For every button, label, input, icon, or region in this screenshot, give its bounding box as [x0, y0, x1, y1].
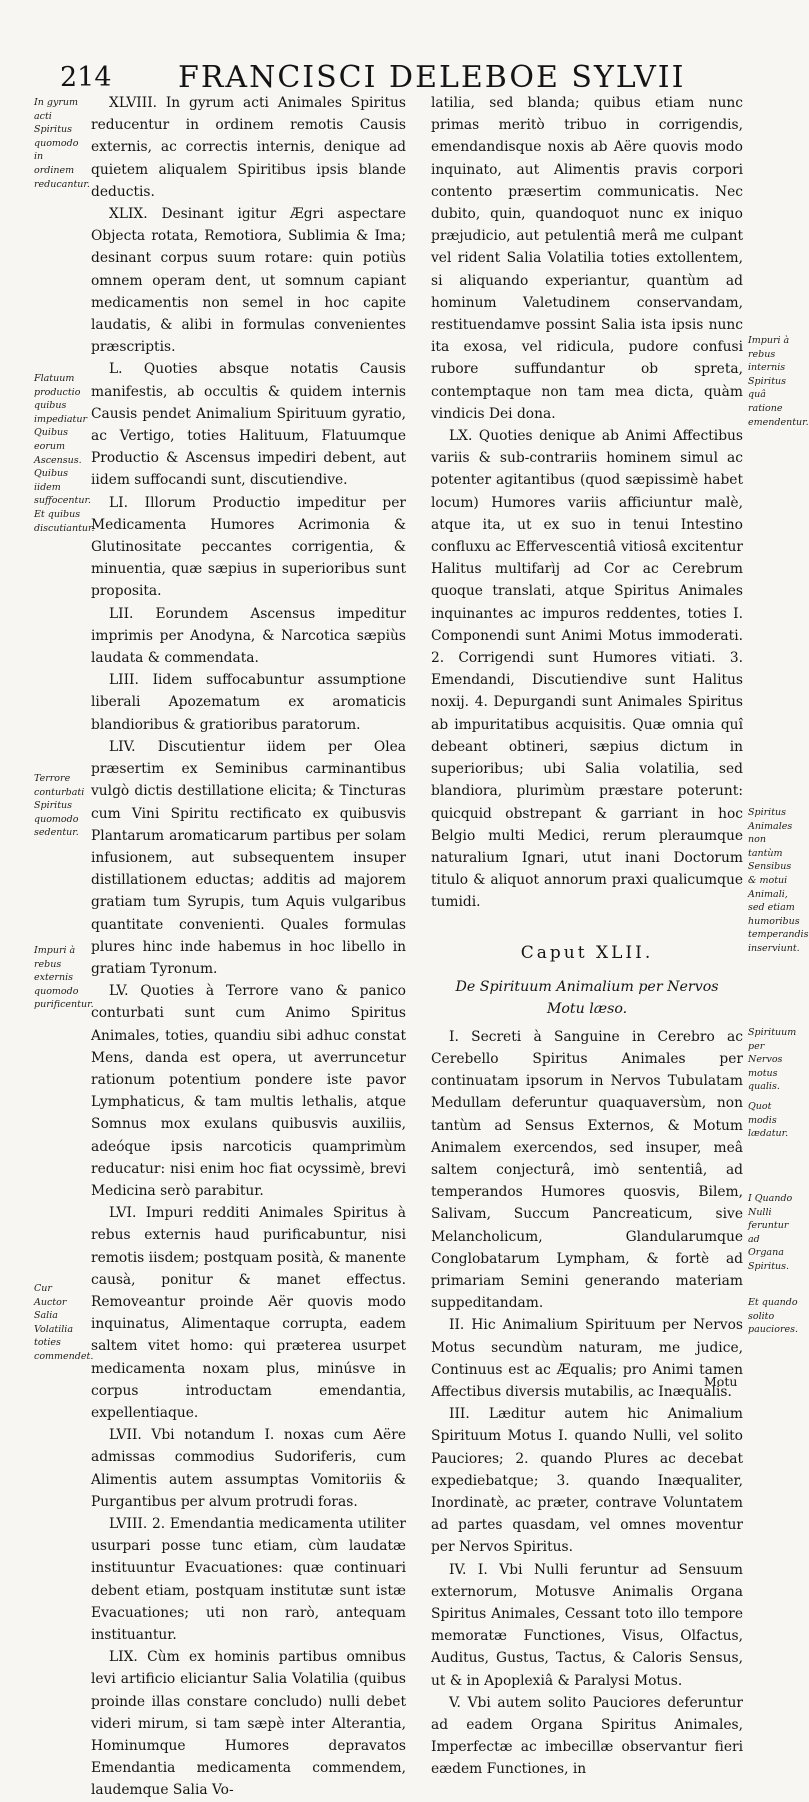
paragraph: LIII. Iidem suffocabuntur assumptione liberali Apozematum ex aromaticis blandioribus & gratioribus paratorum. [91, 672, 406, 733]
running-title: FRANCISCI DELEBOE SYLVII [178, 60, 686, 95]
margin-note-right: Spirituum per Nervos motus qualis. [748, 1027, 797, 1093]
chapter-subtitle-line: De Spirituum Animalium per Nervos [455, 978, 719, 995]
paragraph: LIV. Discutientur iidem per Olea præsertim ex Seminibus carminantibus vulgò dictis destillatione elicita; & Tincturas cum Vini Spiritu rectificato ex quibusvis Plantarum aromaticarum partibus per solam infusionem, aut subsequentem insuper distillationem eductas; additis ad majorem gratiam tum Syrupis, tum Aquis vulgaribus quantitate convenienti. Quales formulas plures hinc inde habemus in hoc libello in gratiam Tyronum. [91, 738, 406, 977]
margin-note-right: Impuri à rebus internis Spiritus quâ ratione emendentur. [748, 335, 809, 428]
paragraph: IV. I. Vbi Nulli feruntur ad Sensuum externorum, Motusve Animalis Organa Spiritus Animales, Cessant toto illo tempore memoratæ Functiones, Visus, Olfactus, Auditus, Gustus, Tactus, & Caloris Sensus, ut & in Apoplexiâ & Paralysi Motus. [431, 1561, 743, 1689]
paragraph: LVIII. 2. Emendantia medicamenta utiliter usurpari posse tunc etiam, cùm laudatæ instituuntur Evacuationes: quæ continuari debent etiam, postquam institutæ sunt istæ Evacuationes; uti non rarò, antequam instituantur. [91, 1516, 406, 1644]
paragraph: LI. Illorum Productio impeditur per Medicamenta Humores Acrimonia & Glutinositate peccantes corrigentia, & minuentia, quæ sæpius in superioribus sunt proposita. [91, 494, 406, 600]
margin-note-left: Cur Auctor Salia Volatilia toties commendet. [34, 1283, 94, 1362]
paragraph: II. Hic Animalium Spirituum per Nervos Motus secundùm naturam, me judice, Continuus est ac Æqualis; pro Animi tamen Affectibus diversis mutabilis, ac Inæqualis. [431, 1317, 743, 1400]
chapter-subtitle-line: Motu læso. [546, 1000, 628, 1017]
paragraph: V. Vbi autem solito Pauciores deferuntur ad eadem Organa Spiritus Animales, Imperfectæ ac imbecillæ observantur fieri eædem Functiones, in [431, 1694, 743, 1778]
paragraph: LIX. Cùm ex hominis partibus omnibus levi artificio eliciantur Salia Volatilia (quibus proinde illas constare concludo) nulli debet videri mirum, si tam sæpè inter Alterantia, Hominumque Humores depravatos Emendantia medicamenta commendem, laudemque Salia Vo- [91, 1649, 406, 1799]
margin-note-right: Spiritus Animales non tantùm Sensibus & motui Animali, sed etiam humoribus temperandis inserviunt. [748, 807, 809, 954]
chapter-heading: Caput XLII. [520, 942, 654, 963]
paragraph: III. Læditur autem hic Animalium Spirituum Motus I. quando Nulli, vel solito Pauciores; 2. quando Plures ac decebat expediebatque; 3. quando Inæqualiter, Inordinatè, ac præter, contrave Voluntatem ad partes quasdam, vel omnes moventur per Nervos Spiritus. [431, 1406, 743, 1556]
margin-note-left: Terrore conturbati Spiritus quomodo sedentur. [34, 773, 85, 839]
margin-note-left: Impuri à rebus externis quomodo purificentur. [34, 945, 94, 1011]
page-number: 214 [60, 62, 112, 93]
paragraph: I. Secreti à Sanguine in Cerebro ac Cerebello Spiritus Animales per continuatam ipsorum in Nervos Tubulatam Medullam deferuntur quaquaversùm, non tantùm ad Sensus Externos, & Motum Animalem exercendos, sed insuper, meâ saltem conjecturâ, imò sententiâ, ad temperandos Humores quosvis, Bilem, Salivam, Succum Pancreaticum, sive Melancholicum, Glandularumque Conglobatarum Lympham, & fortè ad primariam Semini generando materiam suppeditandam. [431, 1028, 743, 1312]
paragraph: LVI. Impuri redditi Animales Spiritus à rebus externis haud purificabuntur, nisi remotis iisdem; postquam posità, & manente causà, ponitur & manet effectus. Removeantur proinde Aër quovis modo inquinatus, Alimentaque corrupta, eadem saltem vitet homo: qui præterea usurpet medicamenta noxam plus, minúsve in corpus introductam emendantia, expellentiaque. [91, 1205, 406, 1421]
paragraph: LII. Eorundem Ascensus impeditur imprimis per Anodyna, & Narcotica sæpiùs laudata & commendata. [91, 605, 406, 667]
left-text-column [91, 92, 406, 1802]
margin-note-right: Et quando solito pauciores. [748, 1297, 799, 1336]
paragraph: L. Quoties absque notatis Causis manifestis, ab occultis & quidem internis Causis pendet Animalium Spirituum gyratio, ac Vertigo, toties Halituum, Flatuumque Productio & Ascensus impediri debent, aut iidem suffocandi sunt, discutiendive. [91, 361, 406, 489]
catchword: Motu [704, 1374, 738, 1389]
paragraph: LVII. Vbi notandum I. noxas cum Aëre admissas commodius Sudoriferis, cum Alimentis autem assumptas Vomitoriis & Purgantibus per alvum protrudi foras. [91, 1427, 406, 1510]
margin-note-left: In gyrum acti Spiritus quomodo in ordinem reducantur. [34, 97, 90, 190]
paragraph: LX. Quoties denique ab Animi Affectibus variis & sub-contrariis hominem simul ac potenter agitantibus (quod sæpissimè habet locum) Humores variis afficiuntur malè, atque ita, ut ex suo in tenui Intestino confluxu ac Effervescentiâ vitiosâ excitentur Halitus multifarìj ad Cor ac Cerebrum quoque translati, atque Spiritus Animales inquinantes ac impuros reddentes, toties I. Componendi sunt Animi Motus immoderati. 2. Corrigendi sunt Humores vitiati. 3. Emendandi, Discutiendive sunt Halitus noxij. 4. Depurgandi sunt Animales Spiritus ab impuritatibus acquisitis. Quæ omnia quî debeant obtineri, sæpius dictum in superioribus; ubi Salia volatilia, sed blandiora, plurimùm præstare poterunt: quicquid obstrepant & garriant in hoc Belgio multi Medici, rerum pleraumque naturalium Ignari, utut inani Doctorum titulo & aliquot annorum praxi qualicumque tumidi. [431, 428, 743, 911]
margin-note-right: Quot modis lædatur. [748, 1101, 789, 1140]
margin-note-left: Flatuum productio quibus impediatur Quibus eorum Ascensus. Quibus iidem suffocentur. Et quibus discutiantur. [34, 373, 95, 534]
paragraph: LV. Quoties à Terrore vano & panico conturbati sunt cum Animo Spiritus Animales, toties, quandiu sibi adhuc constat Mens, danda est opera, ut averruncetur rationum potentium pondere iste pavor Lymphaticus, & tam multis lethalis, atque Somnus mox exulans quibusvis auxiliis, adeóque ipsis narcoticis quamprimùm reducatur: nisi enim hoc fiat ocyssimè, brevi Medicina serò parabitur. [91, 983, 406, 1199]
right-text-column [431, 92, 743, 1781]
chapter-subtitle [431, 976, 743, 1020]
paragraph-continued: latilia, sed blanda; quibus etiam nunc primas meritò tribuo in corrigendis, emendandisque noxis ab Aëre quovis modo inquinato, aut Alimentis pravis corpori contento præsertim communicatis. Nec dubito, quin, quandoquot nunc ex iniquo præjudicio, aut petulentiâ merâ me culpant vel rident Salia Volatilia toties extollentem, si aliquando experiantur, quantùm ad hominum Valetudinem conservandam, restituendamve possint Salia ista ipsis nunc ita exosa, vel ridicula, pudore confusi rubore suffundantur ob spreta, contemptaque non tam mea dicta, quàm vindicis Dei dona. [431, 95, 743, 422]
paragraph: XLVIII. In gyrum acti Animales Spiritus reducentur in ordinem remotis Causis externis, ac correctis internis, denique ad quietem aliqualem Spiritibus ipsis blande deductis. [91, 95, 406, 200]
paragraph: XLIX. Desinant igitur Ægri aspectare Objecta rotata, Remotiora, Sublimia & Ima; desinant corpus suum rotare: quin potiùs omnem operam dent, ut somnum capiant medicamentis non semel in hoc capite laudatis, & alibi in formulas convenientes præscriptis. [91, 206, 406, 356]
margin-note-right: I Quando Nulli feruntur ad Organa Spiritus. [748, 1193, 793, 1272]
